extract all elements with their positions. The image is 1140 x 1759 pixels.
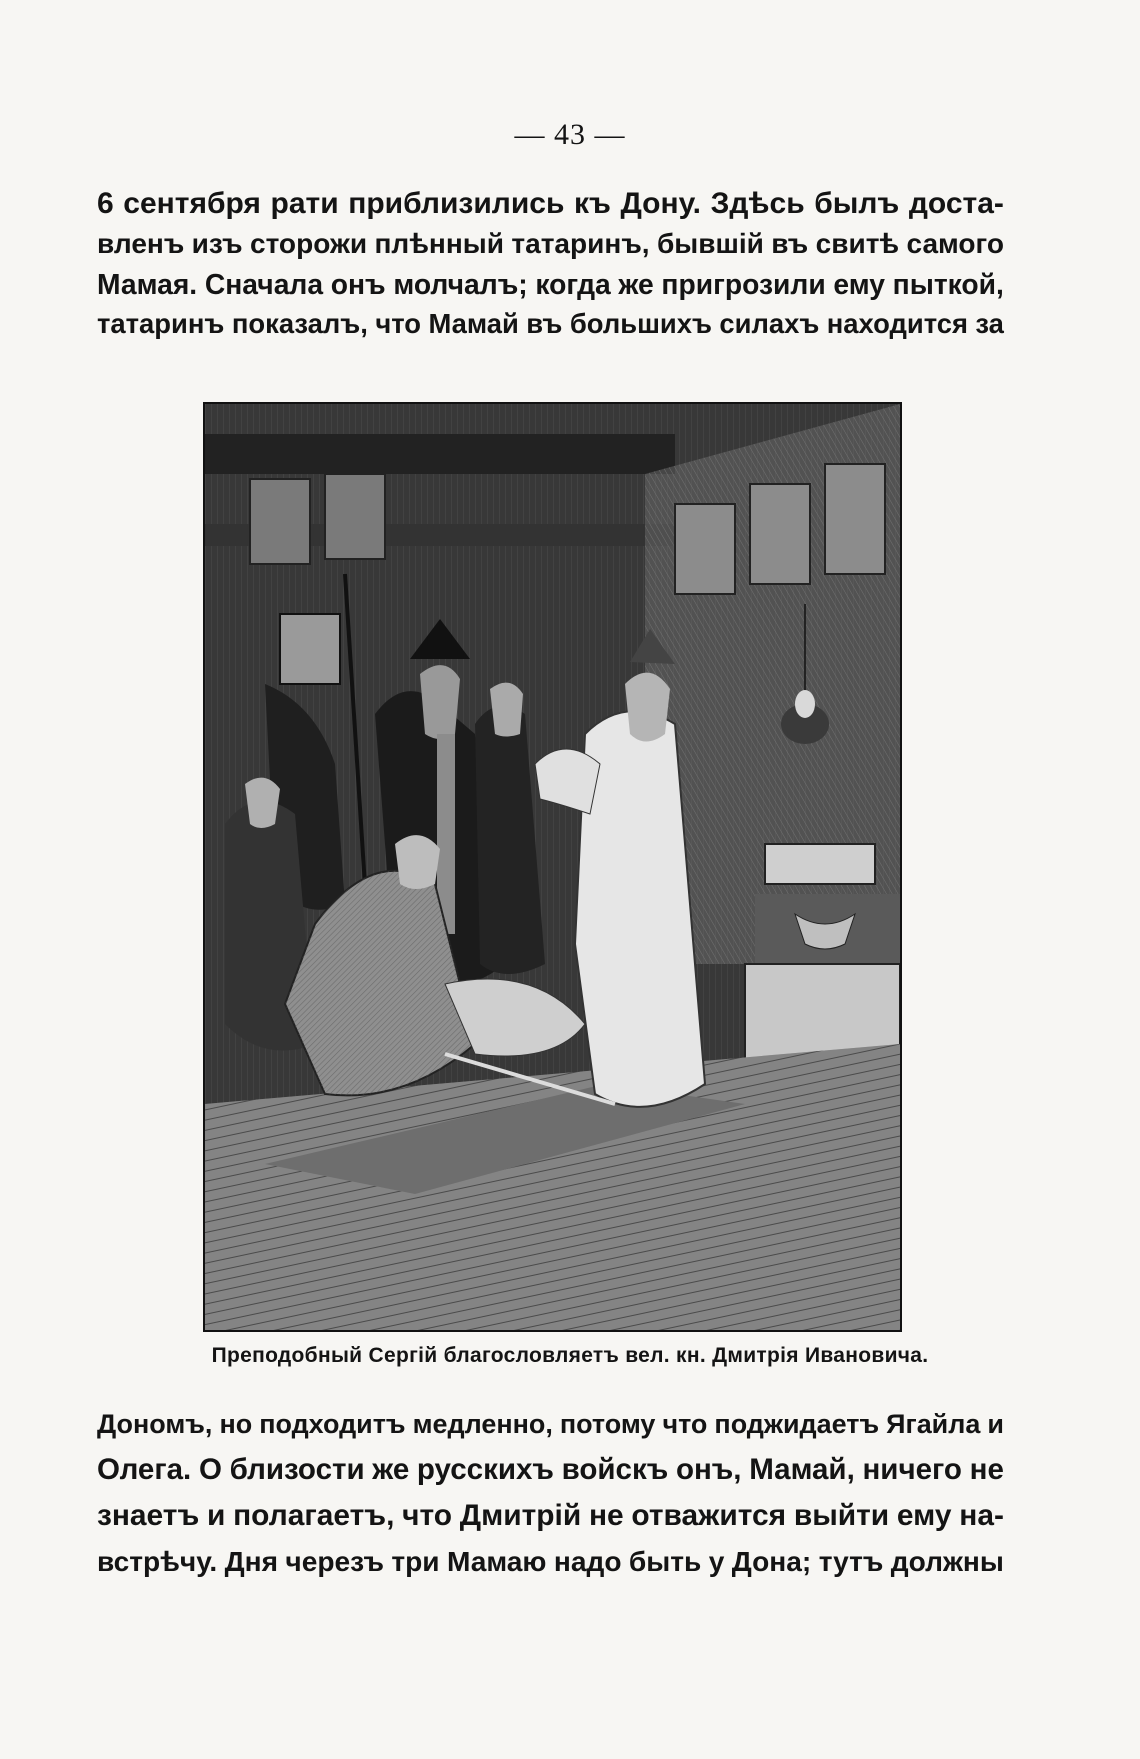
- bottom-paragraph: [97, 1401, 1004, 1585]
- word: самого: [906, 228, 1004, 259]
- word: и: [987, 1409, 1004, 1439]
- word: не: [969, 1453, 1004, 1486]
- word: что: [375, 308, 422, 339]
- word: онъ,: [675, 1453, 742, 1486]
- word: полагаетъ,: [233, 1499, 395, 1532]
- word: Дону.: [620, 187, 702, 220]
- word: за: [975, 308, 1004, 339]
- word: но: [219, 1409, 253, 1439]
- word: 6: [97, 187, 114, 220]
- word: медленно,: [412, 1409, 553, 1439]
- word: выйти: [793, 1499, 890, 1532]
- word: не: [588, 1499, 624, 1532]
- top-paragraph: [97, 184, 1004, 344]
- engraving-illustration: [203, 402, 902, 1332]
- word: Мамая.: [97, 268, 198, 300]
- word: Сначала: [204, 268, 324, 300]
- word: приблизились: [348, 187, 565, 220]
- word: что: [402, 1499, 453, 1532]
- word: въ: [526, 308, 563, 339]
- word: отважится: [631, 1499, 787, 1532]
- word: Дона;: [731, 1546, 812, 1577]
- word: плѣнный: [374, 228, 504, 259]
- word: въ: [771, 228, 809, 259]
- text-line: [97, 1493, 1004, 1539]
- word: рати: [270, 187, 339, 220]
- engraving-scene: [205, 404, 900, 1330]
- word: поджидаетъ: [714, 1409, 880, 1439]
- word: же: [372, 1453, 410, 1486]
- text-line: [97, 1539, 1004, 1585]
- word: потому: [559, 1409, 656, 1439]
- word: доста-: [908, 187, 1004, 220]
- word: онъ: [330, 268, 386, 300]
- word: Мамай: [428, 308, 519, 339]
- word: свитѣ: [815, 228, 900, 259]
- word: къ: [573, 187, 611, 220]
- word: подходитъ: [259, 1409, 406, 1439]
- word: встрѣчу.: [97, 1546, 218, 1577]
- word: ничего: [862, 1453, 962, 1486]
- text-line: [97, 184, 1004, 224]
- text-line: [97, 224, 1004, 264]
- text-line: [97, 1401, 1004, 1447]
- text-line: [97, 304, 1004, 344]
- word: надо: [553, 1546, 622, 1577]
- word: О: [198, 1453, 222, 1486]
- word: знаетъ: [97, 1499, 200, 1532]
- word: большихъ: [569, 308, 712, 339]
- word: Олега.: [97, 1453, 192, 1486]
- word: Мамай,: [749, 1453, 855, 1486]
- word: былъ: [814, 187, 900, 220]
- word: показалъ,: [231, 308, 368, 339]
- word: русскихъ: [416, 1453, 554, 1486]
- word: войскъ: [561, 1453, 669, 1486]
- word: пыткой,: [892, 268, 1004, 300]
- word: вленъ: [97, 228, 185, 259]
- word: тутъ: [818, 1546, 884, 1577]
- word: близости: [229, 1453, 365, 1486]
- word: татаринъ,: [511, 228, 650, 259]
- word: же: [618, 268, 654, 300]
- word: у: [708, 1546, 725, 1577]
- word: Дономъ,: [97, 1409, 213, 1439]
- word: и: [206, 1499, 226, 1532]
- word: должны: [890, 1546, 1004, 1577]
- word: Ягайла: [886, 1409, 981, 1439]
- word: татаринъ: [97, 308, 225, 339]
- text-line: [97, 1447, 1004, 1493]
- word: черезъ: [285, 1546, 384, 1577]
- page-number: — 43 —: [514, 118, 626, 151]
- word: молчалъ;: [393, 268, 528, 300]
- word: Мамаю: [446, 1546, 547, 1577]
- word: сентября: [123, 187, 261, 220]
- word: Дня: [224, 1546, 279, 1577]
- word: три: [391, 1546, 440, 1577]
- word: сторожи: [249, 228, 368, 259]
- word: пригрозили: [661, 268, 826, 300]
- word: что: [662, 1409, 708, 1439]
- word: бывшій: [656, 228, 764, 259]
- word: изъ: [191, 228, 243, 259]
- word: ему: [896, 1499, 952, 1532]
- word: на-: [959, 1499, 1004, 1532]
- word: ему: [833, 268, 885, 300]
- word: находится: [826, 308, 968, 339]
- word: когда: [535, 268, 611, 300]
- word: Здѣсь: [710, 187, 805, 220]
- text-line: [97, 264, 1004, 304]
- word: быть: [628, 1546, 702, 1577]
- illustration-caption: Преподобный Сергій благословляетъ вел. кн. Дмитрія Ивановича.: [211, 1344, 929, 1367]
- word: Дмитрій: [459, 1499, 582, 1532]
- word: силахъ: [719, 308, 820, 339]
